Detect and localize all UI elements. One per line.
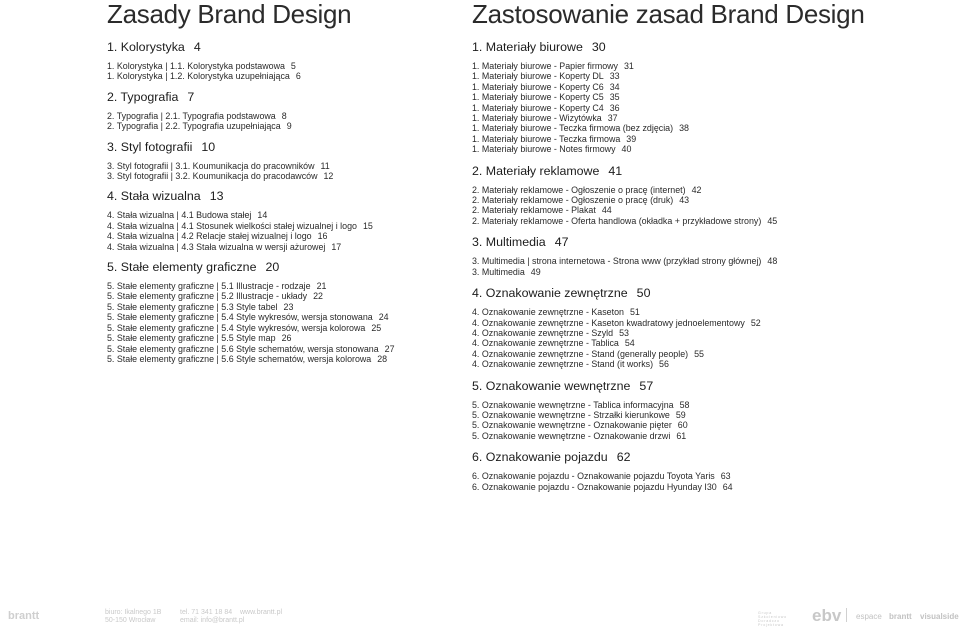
toc-item-label: 5. Stałe elementy graficzne | 5.6 Style schematów, wersja kolorowa	[107, 353, 372, 364]
toc-item-page-number: 21	[316, 281, 327, 292]
toc-item-list	[472, 256, 957, 277]
toc-item-label: 5. Stałe elementy graficzne | 5.6 Style schematów, wersja stonowana	[107, 343, 379, 354]
visualside-logo: visualside	[920, 612, 959, 621]
toc-item-page-number: 25	[371, 322, 382, 333]
toc-item-label: 5. Stałe elementy graficzne | 5.2 Illustracje - układy	[107, 291, 308, 302]
toc-item-list	[472, 307, 957, 369]
toc-item-label: 4. Stała wizualna | 4.1 Budowa stałej	[107, 210, 252, 221]
toc-section	[107, 259, 457, 364]
toc-item-page-number: 33	[609, 71, 620, 82]
toc-section-heading[interactable]	[472, 285, 957, 301]
toc-item-page-number: 35	[609, 92, 620, 103]
toc-item[interactable]	[107, 354, 457, 364]
toc-section	[472, 163, 957, 227]
footer	[0, 600, 960, 625]
toc-section	[472, 39, 957, 155]
toc-item-page-number: 34	[609, 81, 620, 92]
toc-item-label: 5. Oznakowanie wewnętrzne - Strzałki kierunkowe	[472, 409, 670, 420]
toc-item-page-number: 23	[283, 301, 294, 312]
toc-item-list	[472, 61, 957, 155]
toc-item[interactable]	[472, 205, 957, 215]
toc-item-label: 5. Oznakowanie wewnętrzne - Oznakowanie pięter	[472, 420, 672, 431]
toc-item-label: 2. Typografia | 2.2. Typografia uzupełniająca	[107, 121, 281, 132]
toc-item-label: 3. Styl fotografii | 3.2. Koumunikacja do pracodawców	[107, 171, 318, 182]
toc-item-label: 1. Materiały biurowe - Koperty DL	[472, 71, 604, 82]
toc-item[interactable]	[472, 359, 957, 369]
section-page-number: 41	[608, 163, 623, 178]
toc-section-heading[interactable]	[107, 188, 457, 204]
toc-item-label: 4. Oznakowanie zewnętrzne - Stand (generally people)	[472, 348, 689, 359]
footer-address-line2: 50-150 Wrocław	[105, 617, 156, 624]
toc-item-page-number: 31	[624, 61, 634, 71]
toc-item[interactable]	[472, 195, 957, 205]
section-title: 5. Stałe elementy graficzne	[107, 260, 257, 275]
toc-item-page-number: 27	[384, 343, 395, 354]
toc-item-list	[107, 210, 457, 252]
toc-item[interactable]	[107, 302, 457, 312]
footer-address	[105, 609, 161, 625]
tagline-line1: Grupa	[758, 611, 772, 615]
tagline-line2: Szkoleniowo	[758, 615, 787, 619]
toc-item-page-number: 42	[691, 184, 702, 195]
toc-section-heading[interactable]	[472, 163, 957, 179]
right-column	[472, 0, 957, 492]
toc-item-page-number: 15	[362, 220, 373, 231]
toc-item-page-number: 54	[624, 338, 635, 349]
toc-item-label: 2. Materiały reklamowe - Plakat	[472, 205, 596, 216]
toc-item-label: 6. Oznakowanie pojazdu - Oznakowanie pojazdu Hyunday I30	[472, 481, 717, 492]
section-title: 6. Oznakowanie pojazdu	[472, 450, 608, 465]
toc-item-page-number: 36	[609, 102, 620, 113]
toc-item-label: 4. Stała wizualna | 4.3 Stała wizualna w wersji ażurowej	[107, 241, 326, 252]
toc-item-label: 5. Stałe elementy graficzne | 5.5 Style map	[107, 333, 276, 344]
toc-item[interactable]	[472, 420, 957, 430]
toc-item-page-number: 49	[530, 266, 541, 277]
toc-item-label: 4. Stała wizualna | 4.2 Relacje stałej wizualnej i logo	[107, 231, 312, 242]
toc-item-label: 1. Kolorystyka | 1.2. Kolorystyka uzupełniająca	[107, 71, 290, 82]
toc-item[interactable]	[472, 185, 957, 195]
footer-tel: tel. 71 341 18 84	[180, 609, 233, 616]
ebv-logo: ebv	[812, 606, 842, 625]
toc-item-label: 2. Typografia | 2.1. Typografia podstawowa	[107, 110, 276, 121]
toc-item[interactable]	[472, 482, 957, 492]
toc-item-page-number: 14	[257, 210, 268, 221]
toc-item-page-number: 44	[601, 205, 612, 216]
section-page-number: 4	[193, 40, 201, 54]
toc-item-label: 4. Oznakowanie zewnętrzne - Kaseton kwadratowy jednoelementowy	[472, 317, 745, 328]
toc-item[interactable]	[107, 171, 457, 181]
section-page-number: 57	[639, 378, 654, 393]
toc-item-label: 1. Kolorystyka | 1.1. Kolorystyka podstawowa	[107, 61, 285, 71]
toc-section-heading[interactable]	[107, 89, 457, 105]
toc-item-label: 4. Oznakowanie zewnętrzne - Stand (it works)	[472, 359, 654, 370]
section-page-number: 20	[265, 260, 280, 275]
toc-item-label: 1. Materiały biurowe - Wizytówka	[472, 113, 602, 124]
toc-item[interactable]	[107, 323, 457, 333]
toc-item-label: 5. Stałe elementy graficzne | 5.1 Illustracje - rodzaje	[107, 281, 311, 292]
toc-section-heading[interactable]	[472, 39, 957, 55]
toc-item-list	[107, 161, 457, 182]
toc-item-label: 2. Materiały reklamowe - Ogłoszenie o pracę (druk)	[472, 195, 674, 206]
toc-item[interactable]	[107, 221, 457, 231]
toc-item[interactable]	[472, 82, 957, 92]
toc-item-page-number: 45	[767, 215, 778, 226]
toc-item-list	[472, 185, 957, 227]
section-page-number: 47	[554, 235, 569, 250]
toc-item[interactable]	[472, 123, 957, 133]
section-page-number: 13	[209, 189, 224, 204]
toc-item[interactable]	[472, 400, 957, 410]
toc-item-label: 1. Materiały biurowe - Teczka firmowa	[472, 133, 621, 144]
footer-divider	[846, 608, 847, 622]
footer-contact	[180, 609, 244, 625]
toc-item[interactable]	[107, 291, 457, 301]
toc-section-heading[interactable]	[472, 234, 957, 250]
toc-item-list	[107, 111, 457, 132]
toc-item[interactable]	[472, 410, 957, 420]
toc-section	[107, 39, 457, 82]
toc-item[interactable]	[472, 61, 957, 71]
toc-item-label: 1. Materiały biurowe - Koperty C4	[472, 102, 604, 113]
toc-item[interactable]	[107, 61, 457, 71]
toc-item[interactable]	[472, 256, 957, 266]
section-title: 1. Kolorystyka	[107, 40, 185, 54]
toc-item-page-number: 56	[659, 359, 669, 370]
toc-item[interactable]	[107, 71, 457, 81]
toc-item-label: 4. Stała wizualna | 4.1 Stosunek wielkości stałej wizualnej i logo	[107, 220, 357, 231]
toc-item[interactable]	[107, 312, 457, 322]
footer-brand-logo: brantt	[8, 610, 40, 622]
toc-item[interactable]	[472, 113, 957, 123]
toc-item[interactable]	[472, 134, 957, 144]
toc-item[interactable]	[472, 471, 957, 481]
toc-item-label: 4. Oznakowanie zewnętrzne - Kaseton	[472, 307, 624, 318]
toc-item-page-number: 38	[679, 123, 689, 134]
toc-item-page-number: 28	[377, 353, 388, 364]
toc-section-heading[interactable]	[107, 139, 457, 155]
toc-item-page-number: 24	[378, 312, 389, 323]
toc-item-label: 5. Oznakowanie wewnętrzne - Oznakowanie drzwi	[472, 430, 671, 441]
espace-logo: espace	[856, 612, 882, 621]
toc-item[interactable]	[472, 318, 957, 328]
toc-section-heading[interactable]	[107, 259, 457, 275]
section-title: 2. Typografia	[107, 89, 179, 104]
toc-item-page-number: 22	[313, 291, 323, 302]
toc-item[interactable]	[107, 210, 457, 220]
toc-item-label: 5. Stałe elementy graficzne | 5.4 Style wykresów, wersja kolorowa	[107, 322, 366, 333]
toc-item-page-number: 6	[295, 71, 301, 82]
toc-item-label: 3. Multimedia | strona internetowa - Strona www (przykład strony głównej)	[472, 256, 762, 267]
toc-item[interactable]	[472, 328, 957, 338]
toc-item[interactable]	[472, 307, 957, 317]
toc-item-label: 6. Oznakowanie pojazdu - Oznakowanie pojazdu Toyota Yaris	[472, 471, 715, 482]
section-page-number: 10	[201, 139, 216, 154]
toc-item-page-number: 58	[679, 399, 690, 410]
toc-item-page-number: 52	[750, 317, 761, 328]
toc-item-page-number: 51	[629, 307, 640, 318]
toc-section	[472, 449, 957, 492]
toc-item[interactable]	[472, 267, 957, 277]
toc-item-list	[472, 471, 957, 492]
toc-item-page-number: 37	[607, 113, 618, 124]
footer-web[interactable]: www.brantt.pl	[240, 609, 283, 616]
toc-item-page-number: 5	[290, 61, 296, 71]
toc-item-label: 2. Materiały reklamowe - Oferta handlowa (okładka + przykładowe strony)	[472, 215, 762, 226]
toc-item[interactable]	[107, 333, 457, 343]
toc-right	[472, 39, 957, 492]
toc-item[interactable]	[472, 338, 957, 348]
toc-item-label: 5. Stałe elementy graficzne | 5.4 Style wykresów, wersja stonowana	[107, 312, 373, 323]
toc-item-page-number: 26	[281, 333, 292, 344]
toc-item-label: 1. Materiały biurowe - Teczka firmowa (bez zdjęcia)	[472, 123, 674, 134]
toc-item-page-number: 53	[619, 327, 629, 338]
toc-item-page-number: 39	[626, 133, 637, 144]
toc-item-page-number: 64	[722, 481, 733, 492]
section-title: 1. Materiały biurowe	[472, 40, 583, 54]
toc-item-page-number: 17	[331, 241, 342, 252]
section-page-number: 30	[591, 40, 606, 54]
toc-item-page-number: 63	[720, 471, 731, 482]
toc-item-list	[107, 61, 457, 82]
toc-item-page-number: 55	[694, 348, 704, 359]
toc-item-page-number: 8	[281, 110, 287, 121]
toc-item[interactable]	[107, 281, 457, 291]
toc-item[interactable]	[472, 71, 957, 81]
toc-item[interactable]	[107, 111, 457, 121]
toc-item-page-number: 12	[323, 171, 334, 182]
toc-item-page-number: 60	[677, 420, 688, 431]
toc-item-page-number: 11	[320, 160, 330, 171]
toc-item-page-number: 48	[767, 256, 778, 267]
section-title: 2. Materiały reklamowe	[472, 163, 600, 178]
toc-section	[472, 378, 957, 442]
toc-item-label: 4. Oznakowanie zewnętrzne - Tablica	[472, 338, 619, 349]
section-title: 5. Oznakowanie wewnętrzne	[472, 378, 631, 393]
toc-item-label: 5. Oznakowanie wewnętrzne - Tablica informacyjna	[472, 399, 674, 410]
page-title-left: Zasady Brand Design	[107, 0, 352, 29]
toc-section-heading[interactable]	[472, 449, 957, 465]
toc-item[interactable]	[472, 92, 957, 102]
section-page-number: 62	[616, 450, 631, 465]
toc-item-label: 1. Materiały biurowe - Koperty C5	[472, 92, 604, 103]
toc-item-page-number: 40	[621, 144, 632, 155]
section-title: 3. Multimedia	[472, 235, 546, 250]
toc-item[interactable]	[472, 103, 957, 113]
toc-item-list	[107, 281, 457, 364]
toc-item-label: 3. Styl fotografii | 3.1. Koumunikacja do pracowników	[107, 160, 315, 171]
toc-item[interactable]	[107, 242, 457, 252]
toc-item-page-number: 16	[317, 231, 328, 242]
toc-section	[107, 139, 457, 182]
toc-section	[107, 89, 457, 132]
toc-item-list	[472, 400, 957, 442]
toc-item[interactable]	[472, 431, 957, 441]
footer-email: email: info@brantt.pl	[180, 617, 245, 624]
toc-item-label: 1. Materiały biurowe - Notes firmowy	[472, 144, 616, 155]
toc-section	[472, 234, 957, 277]
toc-item-page-number: 9	[286, 121, 292, 132]
left-column	[107, 0, 457, 364]
toc-section	[107, 188, 457, 252]
section-page-number: 7	[187, 89, 195, 104]
toc-item[interactable]	[472, 349, 957, 359]
toc-item[interactable]	[472, 216, 957, 226]
section-title: 3. Styl fotografii	[107, 139, 193, 154]
toc-item-label: 4. Oznakowanie zewnętrzne - Szyld	[472, 327, 614, 338]
page-title-right: Zastosowanie zasad Brand Design	[472, 0, 865, 29]
toc-section-heading[interactable]	[472, 378, 957, 394]
toc-item-label: 1. Materiały biurowe - Papier firmowy	[472, 61, 618, 71]
tagline-line4: Projektowa	[758, 623, 784, 627]
toc-item-page-number: 59	[675, 409, 686, 420]
toc-item-label: 3. Multimedia	[472, 266, 525, 277]
toc-item-page-number: 43	[679, 195, 690, 206]
toc-item[interactable]	[107, 161, 457, 171]
toc-section	[472, 285, 957, 369]
toc-item-label: 2. Materiały reklamowe - Ogłoszenie o pracę (internet)	[472, 184, 686, 195]
section-title: 4. Stała wizualna	[107, 189, 201, 204]
toc-left	[107, 39, 457, 364]
toc-item-page-number: 61	[676, 430, 687, 441]
toc-item-label: 1. Materiały biurowe - Koperty C6	[472, 81, 604, 92]
toc-item[interactable]	[107, 121, 457, 131]
footer-address-line1: biuro: Ikalnego 1B	[105, 609, 162, 616]
toc-item[interactable]	[472, 144, 957, 154]
toc-section-heading[interactable]	[107, 39, 457, 55]
section-page-number: 50	[636, 286, 651, 301]
brantt-logo: brantt	[889, 612, 912, 621]
toc-item[interactable]	[107, 231, 457, 241]
toc-item-label: 5. Stałe elementy graficzne | 5.3 Style tabel	[107, 301, 278, 312]
tagline-line3: Doradczo	[758, 619, 780, 623]
section-title: 4. Oznakowanie zewnętrzne	[472, 286, 628, 301]
toc-item[interactable]	[107, 344, 457, 354]
